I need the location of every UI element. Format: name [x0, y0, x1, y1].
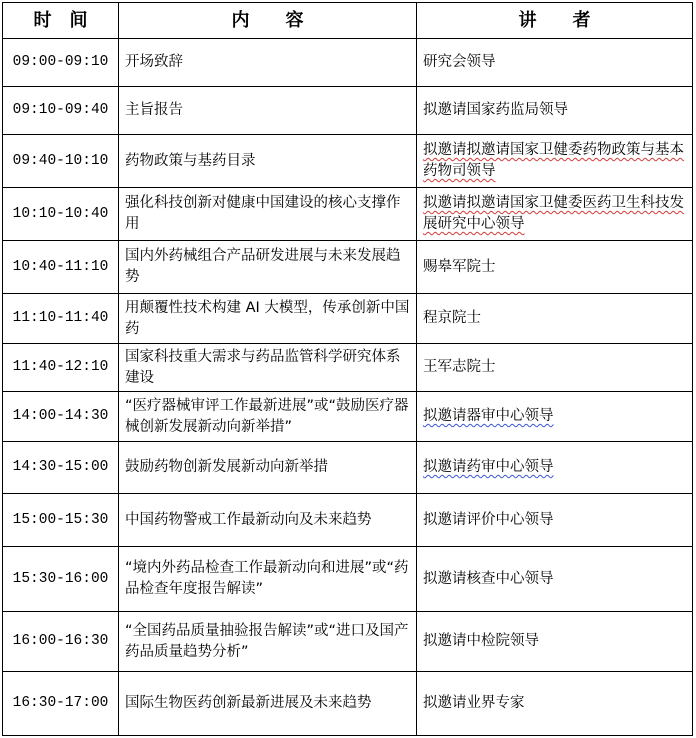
content-cell: 国家科技重大需求与药品监管科学研究体系建设: [119, 344, 417, 392]
table-row: [3, 39, 693, 87]
speaker-cell: 赐皋军院士: [417, 241, 693, 294]
speaker-cell: 拟邀请国家药监局领导: [417, 87, 693, 135]
table-row: [3, 547, 693, 612]
time-cell: 09:00-09:10: [3, 39, 119, 87]
time-cell: 11:10-11:40: [3, 294, 119, 344]
time-cell: 11:40-12:10: [3, 344, 119, 392]
speaker-cell: 程京院士: [417, 294, 693, 344]
content-cell: 国际生物医药创新最新进展及未来趋势: [119, 672, 417, 736]
table-row: [3, 344, 693, 392]
time-cell: 09:10-09:40: [3, 87, 119, 135]
time-cell: 15:30-16:00: [3, 547, 119, 612]
content-cell: 强化科技创新对健康中国建设的核心支撑作用: [119, 188, 417, 241]
speaker-cell: 拟邀请拟邀请国家卫健委医药卫生科技发展研究中心领导: [417, 188, 693, 241]
table-row: [3, 392, 693, 442]
speaker-cell: 拟邀请拟邀请国家卫健委药物政策与基本药物司领导: [417, 135, 693, 188]
content-cell: 中国药物警戒工作最新动向及未来趋势: [119, 494, 417, 547]
time-cell: 16:30-17:00: [3, 672, 119, 736]
header-speaker: 讲 者: [417, 3, 693, 39]
content-cell: 药物政策与基药目录: [119, 135, 417, 188]
table-row: [3, 241, 693, 294]
content-cell: 开场致辞: [119, 39, 417, 87]
time-cell: 15:00-15:30: [3, 494, 119, 547]
header-time: 时 间: [3, 3, 119, 39]
content-cell: 国内外药械组合产品研发进展与未来发展趋势: [119, 241, 417, 294]
content-cell: “境内外药品检查工作最新动向和进展”或“药品检查年度报告解读”: [119, 547, 417, 612]
time-cell: 10:40-11:10: [3, 241, 119, 294]
table-row: [3, 188, 693, 241]
time-cell: 14:30-15:00: [3, 442, 119, 494]
table-row: [3, 612, 693, 672]
header-content: 内 容: [119, 3, 417, 39]
table-row: [3, 442, 693, 494]
speaker-cell: 拟邀请评价中心领导: [417, 494, 693, 547]
speaker-cell: 拟邀请器审中心领导: [417, 392, 693, 442]
speaker-cell: 拟邀请核查中心领导: [417, 547, 693, 612]
table-row: [3, 494, 693, 547]
header-row: [3, 3, 693, 39]
content-cell: “医疗器械审评工作最新进展”或“鼓励医疗器械创新发展新动向新举措”: [119, 392, 417, 442]
agenda-table: [2, 2, 693, 736]
content-cell: 用颠覆性技术构建 AI 大模型，传承创新中国药: [119, 294, 417, 344]
table-row: [3, 87, 693, 135]
content-cell: 主旨报告: [119, 87, 417, 135]
time-cell: 09:40-10:10: [3, 135, 119, 188]
time-cell: 14:00-14:30: [3, 392, 119, 442]
content-cell: “全国药品质量抽验报告解读”或“进口及国产药品质量趋势分析”: [119, 612, 417, 672]
content-cell: 鼓励药物创新发展新动向新举措: [119, 442, 417, 494]
speaker-cell: 拟邀请药审中心领导: [417, 442, 693, 494]
time-cell: 16:00-16:30: [3, 612, 119, 672]
speaker-cell: 拟邀请中检院领导: [417, 612, 693, 672]
speaker-cell: 拟邀请业界专家: [417, 672, 693, 736]
table-row: [3, 672, 693, 736]
speaker-cell: 研究会领导: [417, 39, 693, 87]
speaker-cell: 王军志院士: [417, 344, 693, 392]
time-cell: 10:10-10:40: [3, 188, 119, 241]
table-row: [3, 294, 693, 344]
table-row: [3, 135, 693, 188]
